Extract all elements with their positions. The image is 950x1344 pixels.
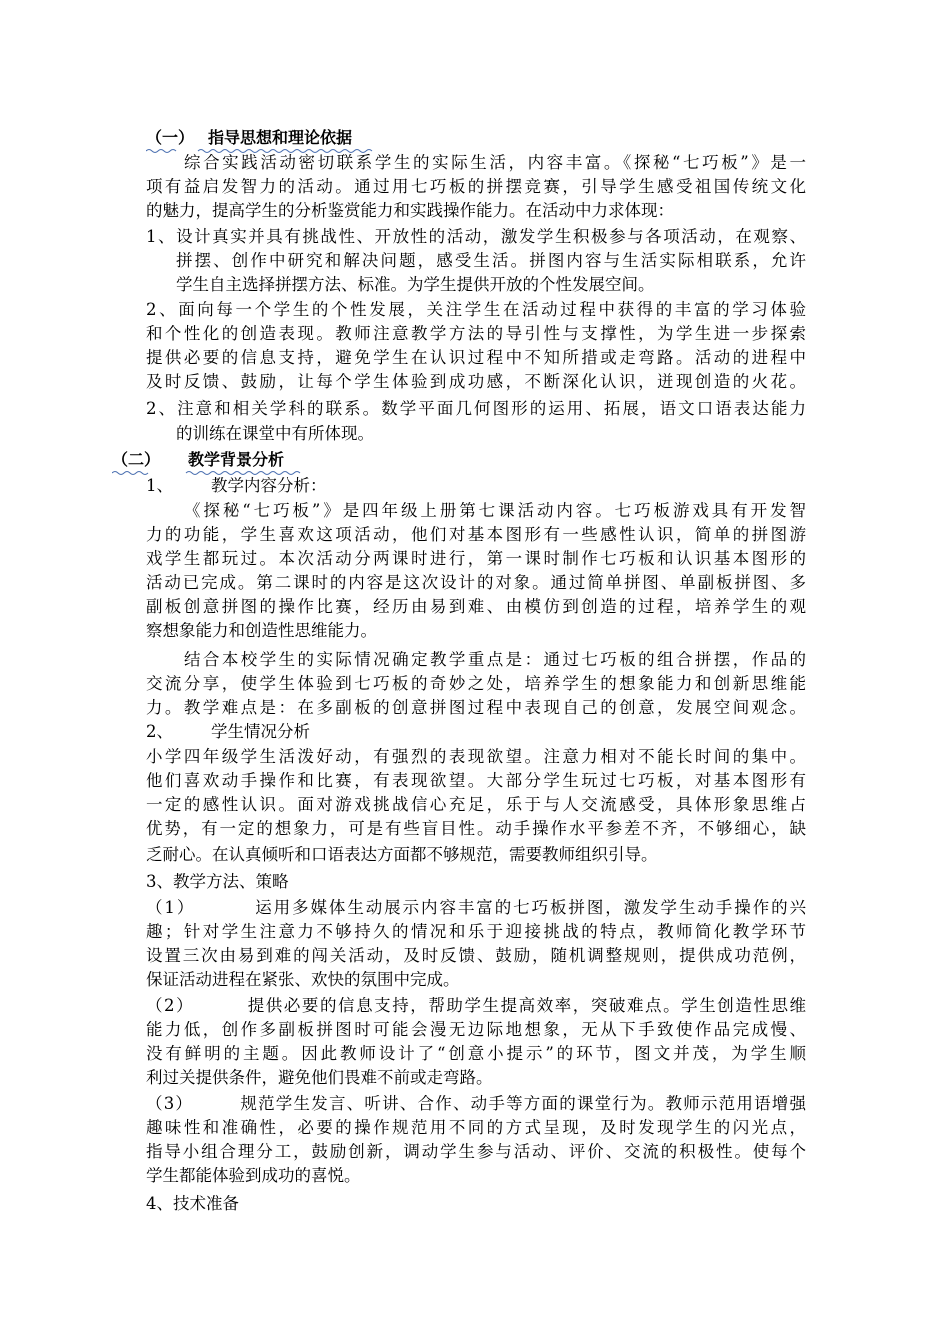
subheading-methods: 3、教学方法、策略 [146,872,289,891]
method-number: （3） [146,1094,194,1113]
method-text: 提供必要的信息支持，帮助学生提高效率，突破难点。学生创造性思维 [246,996,807,1015]
paragraph-line: 没有鲜明的主题。因此教师设计了“创意小提示”的环节，图文并茂，为学生顺 [146,1044,806,1063]
subheading-tech-prep: 4、技术准备 [146,1194,239,1213]
section-1-number: （一） [146,128,195,147]
method-3-first-line [146,1092,806,1116]
paragraph-line: 乏耐心。在认真倾听和口语表达方面都不够规范，需要教师组织引导。 [146,845,658,864]
paragraph-line: 趣；针对学生注意力不够持久的情况和乐于迎接挑战的特点，教师简化教学环节 [146,922,806,941]
paragraph-line: 学生都能体验到成功的喜悦。 [146,1166,361,1185]
list-item-line: 学生自主选择拼摆方法、标准。为学生提供开放的个性发展空间。 [176,275,655,294]
method-number: （1） [146,898,196,917]
paragraph-line: 能力低，创作多副板拼图时可能会漫无边际地想象，无从下手致使作品完成慢、 [146,1020,806,1039]
list-item-line: 和个性化的创造表现。教师注意教学方法的导引性与支撑性，为学生进一步探索 [146,324,806,343]
paragraph-line: 力。教学难点是：在多副板的创意拼图过程中表现自己的创意，发展空间观念。 [146,698,806,717]
method-text: 运用多媒体生动展示内容丰富的七巧板拼图，激发学生动手操作的兴 [253,898,807,917]
subheading-number: 2、 [146,722,173,741]
paragraph-line: 察想象能力和创造性思维能力。 [146,621,377,640]
list-item-line: 提供必要的信息支持，避免学生在认识过程中不知所措或走弯路。活动的进程中 [146,348,806,367]
method-2-first-line [146,994,806,1018]
paragraph-line: 《探秘“七巧板”》是四年级上册第七课活动内容。七巧板游戏具有开发智 [184,501,806,520]
list-item-line: 1、设计真实并具有挑战性、开放性的活动，激发学生积极参与各项活动，在观察、 [146,227,806,246]
paragraph-line: 指导小组合理分工，鼓励创新，调动学生参与活动、评价、交流的积极性。使每个 [146,1142,806,1161]
subheading-student-analysis [146,720,310,744]
list-item-line: 拼摆、创作中研究和解决问题，感受生活。拼图内容与生活实际相联系，允许 [176,251,806,270]
paragraph-line: 戏学生都玩过。本次活动分两课时进行，第一课时制作七巧板和认识基本图形的 [146,549,806,568]
paragraph-line: 利过关提供条件，避免他们畏难不前或走弯路。 [146,1068,493,1087]
subheading-number: 1、 [146,476,173,495]
list-item-line: 2、面向每一个学生的个性发展，关注学生在活动过程中获得的丰富的学习体验 [146,300,806,319]
subheading-title: 教学内容分析： [211,476,327,495]
paragraph-line: 项有益启发智力的活动。通过用七巧板的拼摆竞赛，引导学生感受祖国传统文化 [146,177,806,196]
section-2-title: 教学背景分析 [188,450,285,469]
paragraph-line: 一定的感性认识。面对游戏挑战信心充足，乐于与人交流感受，具体形象思维占 [146,795,806,814]
method-number: （2） [146,996,195,1015]
method-1-first-line [146,896,806,920]
subheading-content-analysis [146,474,327,498]
paragraph-line: 活动已完成。第二课时的内容是这次设计的对象。通过简单拼图、单副板拼图、多 [146,573,806,592]
method-text: 规范学生发言、听讲、合作、动手等方面的课堂行为。教师示范用语增强 [239,1094,807,1113]
paragraph-line: 力的功能，学生喜欢这项活动，他们对基本图形有一些感性认识，简单的拼图游 [146,525,806,544]
paragraph-line: 结合本校学生的实际情况确定教学重点是：通过七巧板的组合拼摆，作品的 [184,650,806,669]
paragraph-line: 保证活动进程在紧张、欢快的氛围中完成。 [146,970,460,989]
paragraph-line: 综合实践活动密切联系学生的实际生活，内容丰富。《探秘“七巧板”》是一 [184,153,806,172]
section-2-heading [112,448,284,472]
paragraph-line: 他们喜欢动手操作和比赛，有表现欲望。大部分学生玩过七巧板，对基本图形有 [146,771,806,790]
list-item-line: 的训练在课堂中有所体现。 [176,424,374,443]
subheading-title: 学生情况分析 [211,722,310,741]
paragraph-line: 交流分享，使学生体验到七巧板的奇妙之处，培养学生的想象能力和创新思维能 [146,674,806,693]
paragraph-line: 小学四年级学生活泼好动，有强烈的表现欲望。注意力相对不能长时间的集中。 [146,747,806,766]
paragraph-line: 优势，有一定的想象力，可是有些盲目性。动手操作水平参差不齐，不够细心，缺 [146,819,806,838]
list-item-line: 及时反馈、鼓励，让每个学生体验到成功感，不断深化认识，迸现创造的火花。 [146,372,806,391]
section-2-number: （二） [112,450,161,469]
paragraph-line: 副板创意拼图的操作比赛，经历由易到难、由模仿到创造的过程，培养学生的观 [146,597,806,616]
section-1-title: 指导思想和理论依据 [208,128,353,147]
paragraph-line: 趣味性和准确性，必要的操作规范用不同的方式呈现，及时发现学生的闪光点， [146,1118,806,1137]
section-1-heading [146,126,352,150]
paragraph-line: 的魅力，提高学生的分析鉴赏能力和实践操作能力。在活动中力求体现： [146,201,674,220]
paragraph-line: 设置三次由易到难的闯关活动，及时反馈、鼓励，随机调整规则，提供成功范例， [146,946,806,965]
list-item-line: 2、注意和相关学科的联系。数学平面几何图形的运用、拓展，语文口语表达能力 [146,399,806,418]
